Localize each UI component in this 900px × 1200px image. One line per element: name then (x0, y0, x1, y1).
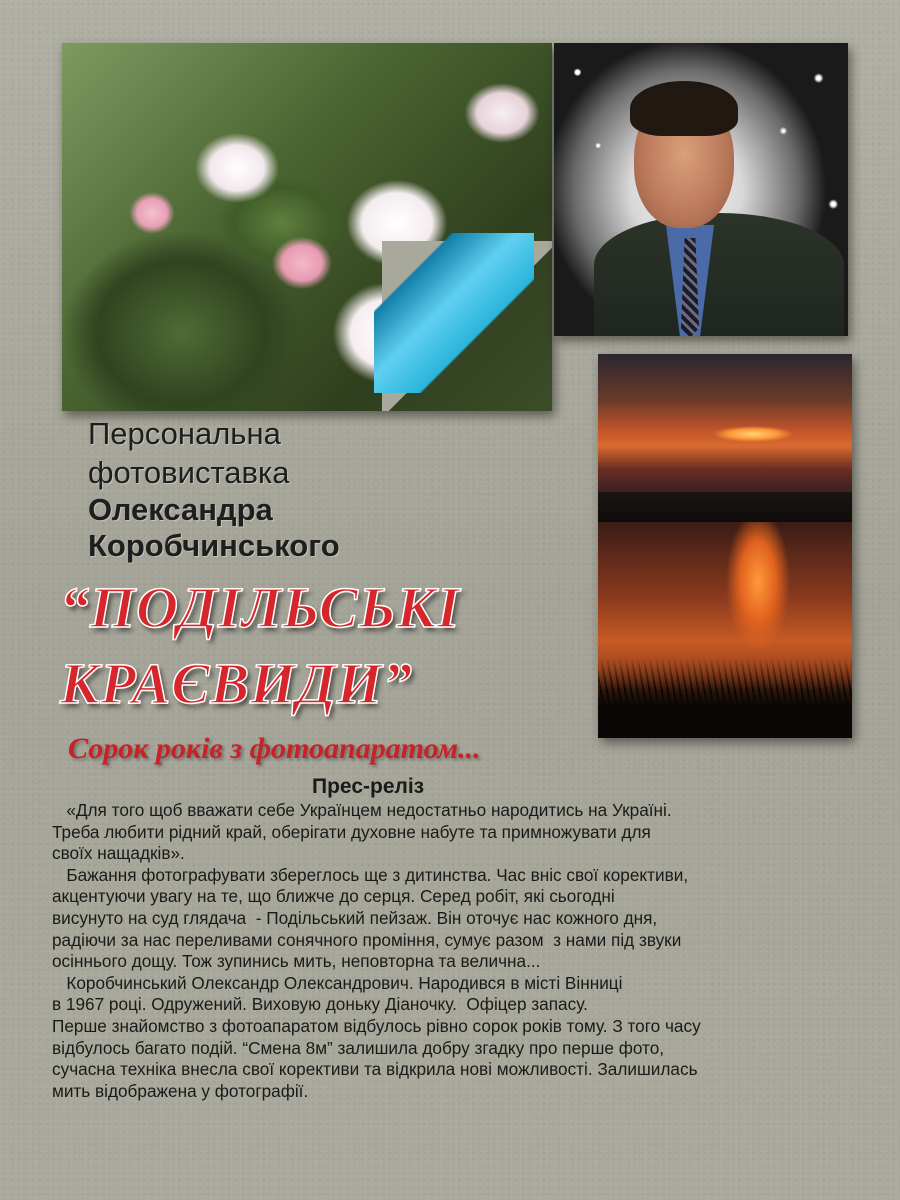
exhibition-subtitle: Сорок років з фотоапаратом... (68, 732, 481, 765)
exhibition-title-line-1: “ПОДІЛЬСЬКІ (60, 575, 461, 640)
sunset-reeds (598, 658, 852, 738)
body-line: Бажання фотографувати збереглось ще з дитинства. Час вніс свої корективи, (52, 864, 689, 885)
body-line: висунуто на суд глядача - Подільський пейзаж. Він оточує нас кожного дня, (52, 907, 658, 928)
press-release-body (52, 800, 882, 1102)
apple-blossom-photo (62, 43, 552, 411)
press-release-heading: Прес-реліз (312, 775, 425, 798)
body-line: відбулось багато подій. “Смена 8м” залишила добру згадку про перше фото, (52, 1037, 665, 1058)
exhibition-title-line-2: КРАЄВИДИ” (60, 651, 414, 716)
sunset-horizon (598, 492, 852, 522)
body-line: акцентуючи увагу на те, що ближче до серця. Серед робіт, які сьогодні (52, 886, 615, 907)
body-line: Перше знайомство з фотоапаратом відбулось рівно сорок років тому. З того часу (52, 1015, 701, 1036)
portrait-jacket (594, 213, 844, 336)
body-line: в 1967 році. Одружений. Виховую доньку Діаночку. Офіцер запасу. (52, 994, 588, 1015)
body-line: осіннього дощу. Тож зупинись мить, неповторна та велична... (52, 951, 541, 972)
sunset-lake-photo (598, 354, 852, 738)
author-first-name: Олександра (88, 492, 273, 527)
portrait-hair (630, 81, 738, 136)
body-line: Треба любити рідний край, оберігати духовне набуте та примножувати для (52, 821, 651, 842)
author-last-name: Коробчинського (88, 528, 340, 563)
header-line-1: Персональна (88, 416, 281, 451)
header-line-2: фотовиставка (88, 455, 290, 490)
body-line: сучасна техніка внесла свої корективи та відкрила нові можливості. Залишилась (52, 1059, 698, 1080)
body-line: радіючи за нас переливами сонячного проміння, сумує разом з нами під звуки (52, 929, 682, 950)
author-portrait-photo (554, 43, 848, 336)
page-curl-highlight (374, 233, 534, 393)
body-line: «Для того щоб вважати себе Українцем недостатньо народитись на Україні. (52, 800, 672, 820)
body-line: своїх нащадків». (52, 843, 185, 864)
body-line: Коробчинський Олександр Олександрович. Народився в місті Вінниці (52, 972, 623, 993)
body-line: мить відображена у фотографії. (52, 1080, 309, 1101)
